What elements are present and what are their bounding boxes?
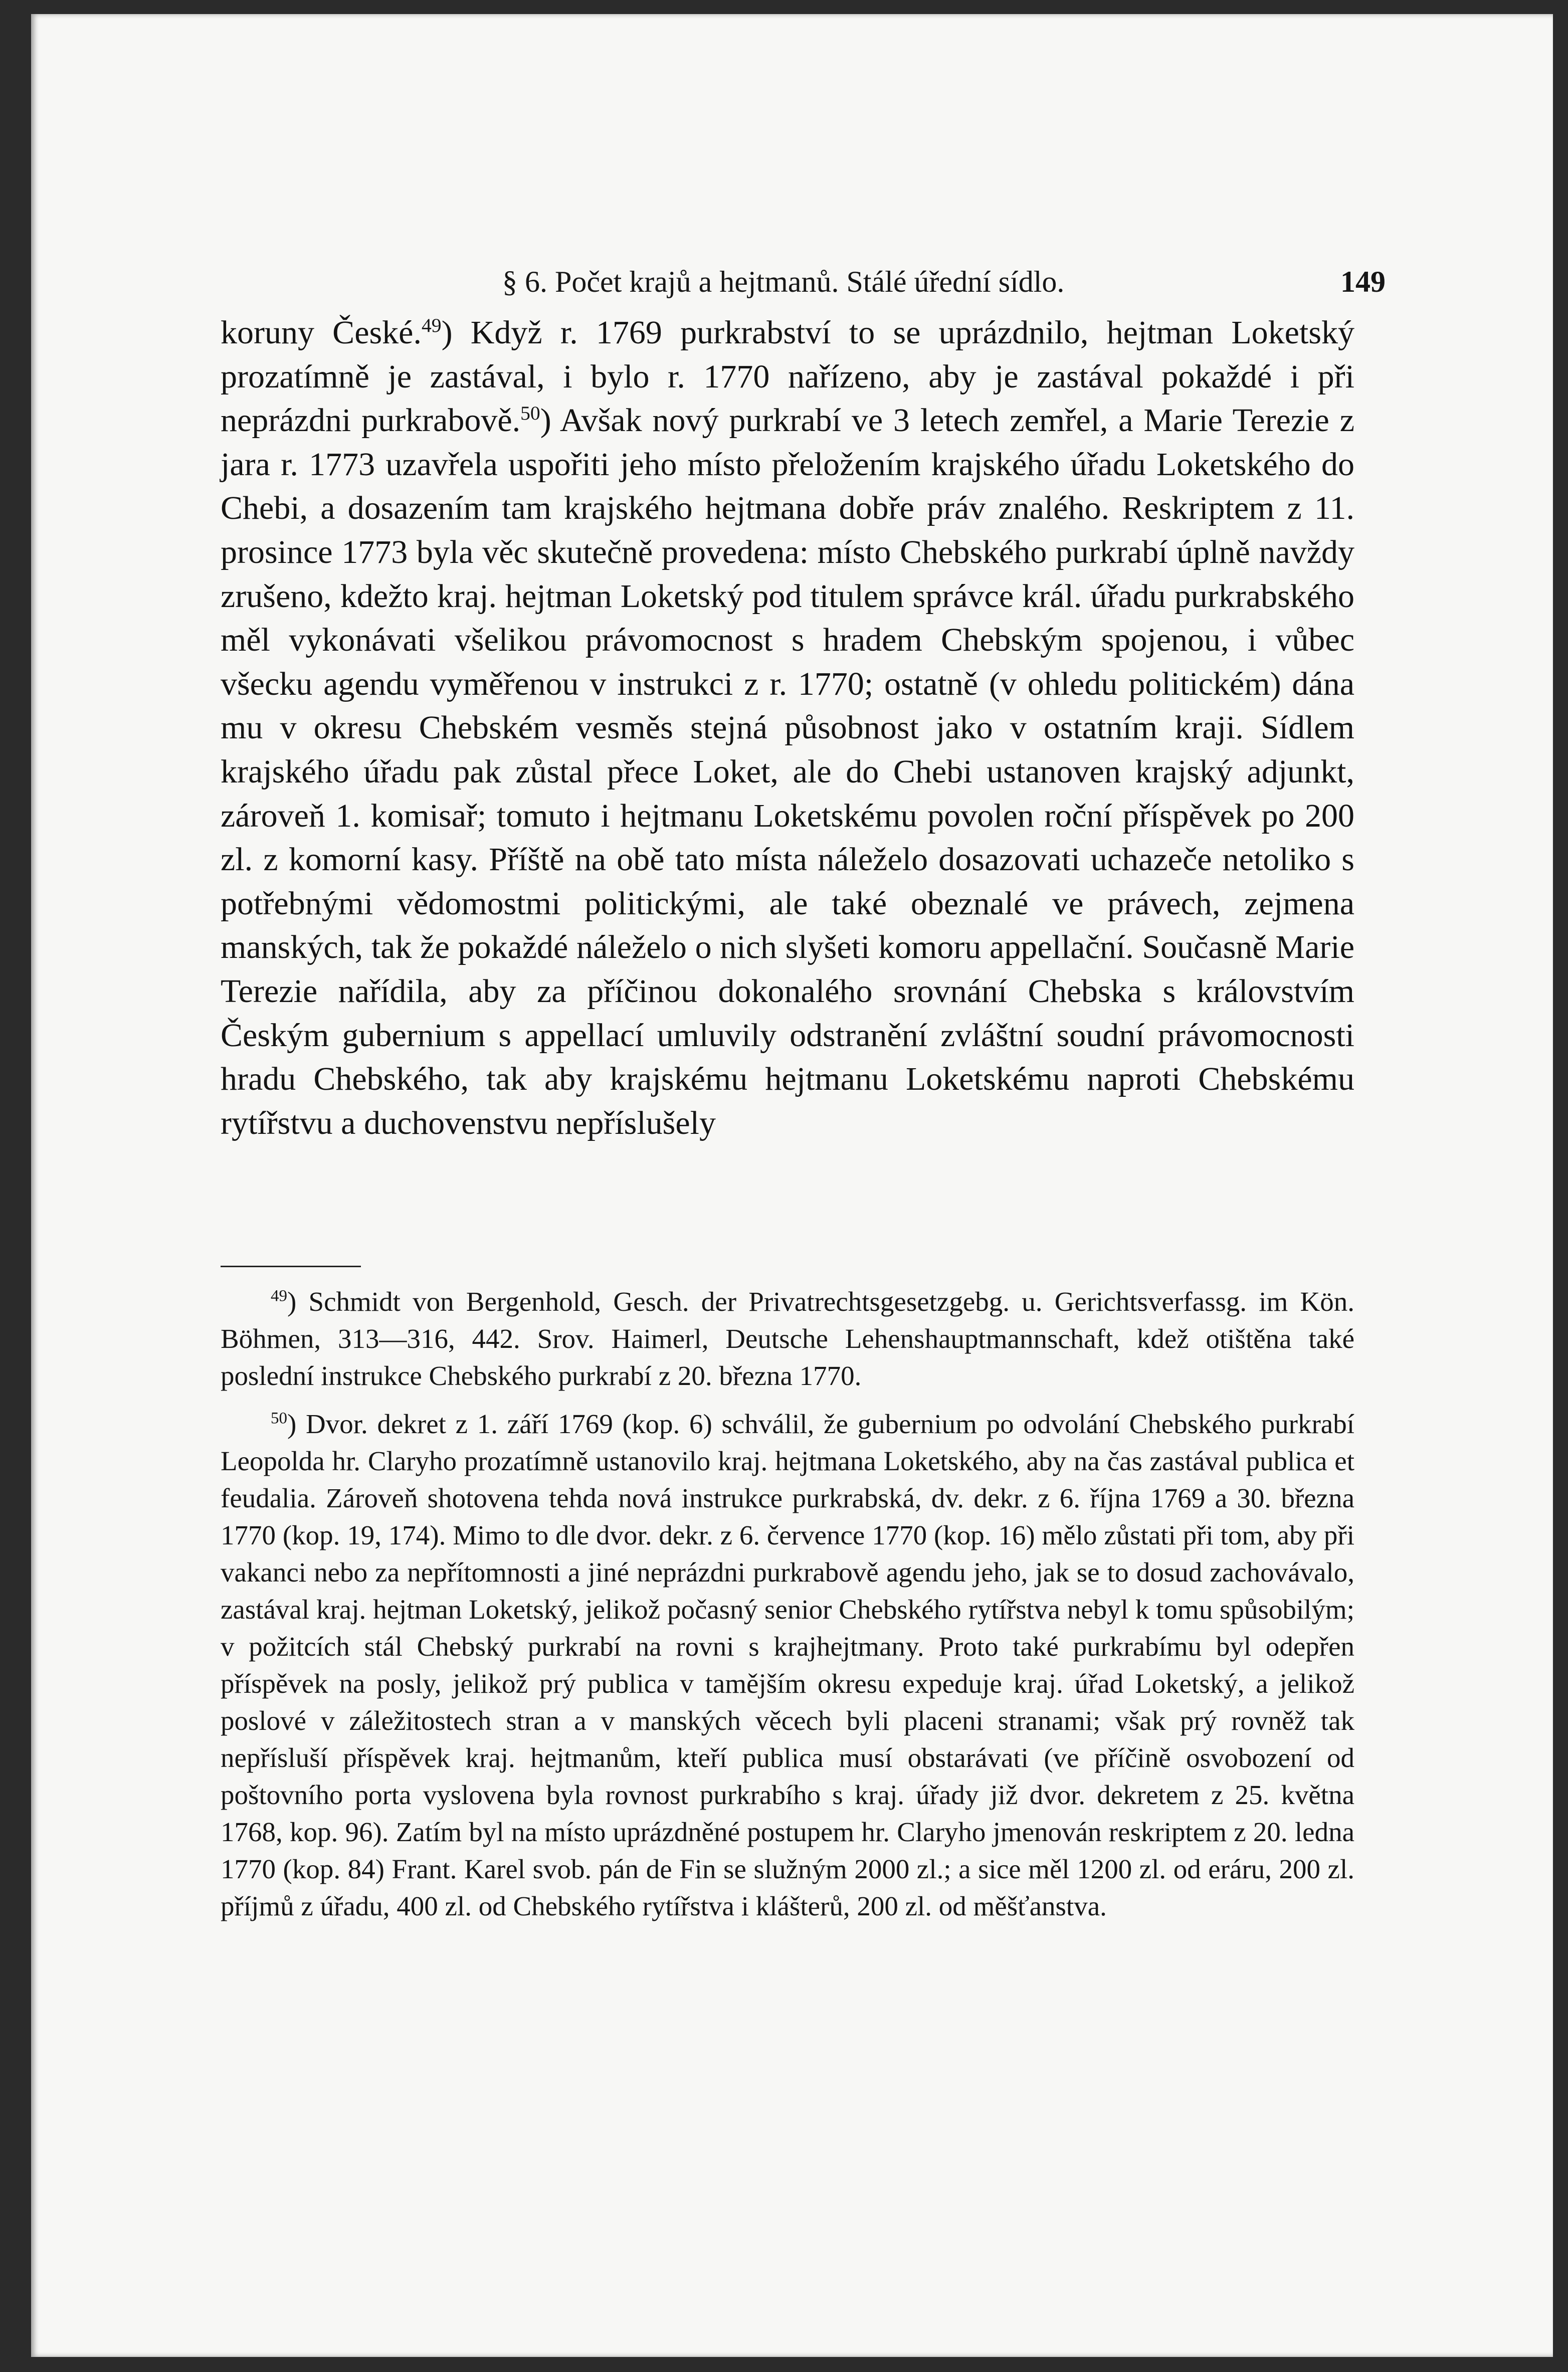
footnotes xyxy=(221,1283,1354,1936)
footnote-ref-50: 50 xyxy=(520,402,540,425)
footnote-49 xyxy=(221,1283,1354,1395)
footnote-50 xyxy=(221,1406,1354,1925)
main-text-part-1: koruny České. xyxy=(221,314,422,351)
footnote-mark: 49 xyxy=(271,1287,287,1305)
header-title: § 6. Počet krajů a hejtmanů. Stálé úřední sídlo. xyxy=(502,265,1065,298)
main-text-part-3: ) Avšak nový purkrabí ve 3 letech zemřel, a Marie Terezie z jara r. 1773 uzavřela uspořiti jeho místo přeložením krajského úřadu Loketského do Chebi, a dosazením tam krajského hejtmana dobře práv znalého. Reskriptem z 11. prosince 1773 byla věc skutečně provedena: místo Chebského purkrabí úplně navždy zrušeno, kdežto kraj. hejtman Loketský pod titulem správce král. úřadu purkrabského měl vykonávati všelikou právomocnost s hradem Chebským spojenou, i vůbec všecku agendu vyměřenou v instrukci z r. 1770; ostatně (v ohledu politickém) dána mu v okresu Chebském vesměs stejná působnost jako v ostatním kraji. Sídlem krajského úřadu pak zůstal přece Loket, ale do Chebi ustanoven krajský adjunkt, zároveň 1. komisař; tomuto i hejtmanu Loketskému povolen roční příspěvek po 200 zl. z komorní kasy. Příště na obě tato místa náleželo dosazovati uchazeče netoliko s potřebnými vědomostmi politickými, ale také obeznalé ve právech, zejmena manských, tak že pokaždé náleželo o nich slyšeti komoru appellační. Současně Marie Terezie nařídila, aby za příčinou dokonalého srovnání Chebska s královstvím Českým gubernium s appellací umluvily odstranění zvláštní soudní právomocnosti hradu Chebského, tak aby krajskému hejtmanu Loketskému naproti Chebskému rytířstvu a duchovenstvu nepříslušely xyxy=(221,402,1355,1141)
footnote-divider xyxy=(221,1266,361,1267)
main-text-part-2: ) Když r. 1769 purkrabství to se uprázdnilo, hejtman Loketský prozatímně je zastával, i bylo r. 1770 nařízeno, aby je zastával pokaždé i při neprázdni purkrabově. xyxy=(221,314,1355,439)
footnote-mark: 50 xyxy=(271,1409,287,1428)
page-number: 149 xyxy=(1340,265,1386,298)
footnote-ref-49: 49 xyxy=(421,314,442,336)
footnote-text: ) Dvor. dekret z 1. září 1769 (kop. 6) schválil, že gubernium po odvolání Chebského purkrabí Leopolda hr. Claryho prozatímně ustanovilo kraj. hejtmana Loketského, aby na čas zastával publica et feudalia. Zároveň shotovena tehda nová instrukce purkrabská, dv. dekr. z 6. října 1769 a 30. března 1770 (kop. 19, 174). Mimo to dle dvor. dekr. z 6. července 1770 (kop. 16) mělo zůstati při tom, aby při vakanci nebo za nepřítomnosti a jiné neprázdni purkrabově agendu jeho, jak se to dosud zachovávalo, zastával kraj. hejtman Loketský, jelikož počasný senior Chebského rytířstva nebyl k tomu spůsobilým; v požitcích stál Chebský purkrabí na rovni s krajhejtmany. Proto také purkrabímu byl odepřen příspěvek na posly, jelikož prý publica v tamějším okresu expeduje kraj. úřad Loketský, a jelikož poslové v záležitostech stran a v manských věcech byli placeni stranami; však prý rovněž tak nepřísluší příspěvek kraj. hejtmanům, kteří publica musí obstarávati (ve příčině osvobození od poštovního porta vyslovena byla rovnost purkrabího s kraj. úřady již dvor. dekretem z 25. května 1768, kop. 96). Zatím byl na místo uprázdněné postupem hr. Claryho jmenován reskriptem z 20. ledna 1770 (kop. 84) Frant. Karel svob. pán de Fin se služným 2000 zl.; a sice měl 1200 zl. od eráru, 200 zl. příjmů z úřadu, 400 zl. od Chebského rytířstva i klášterů, 200 zl. od měšťanstva. xyxy=(221,1409,1354,1921)
running-header xyxy=(252,265,1386,310)
main-text xyxy=(221,311,1354,1145)
footnote-text: ) Schmidt von Bergenhold, Gesch. der Privatrechtsgesetzgebg. u. Gerichtsverfassg. im Kön. Böhmen, 313—316, 442. Srov. Haimerl, Deutsche Lehenshauptmannschaft, kdež otištěna také poslední instrukce Chebského purkrabí z 20. března 1770. xyxy=(221,1286,1354,1391)
